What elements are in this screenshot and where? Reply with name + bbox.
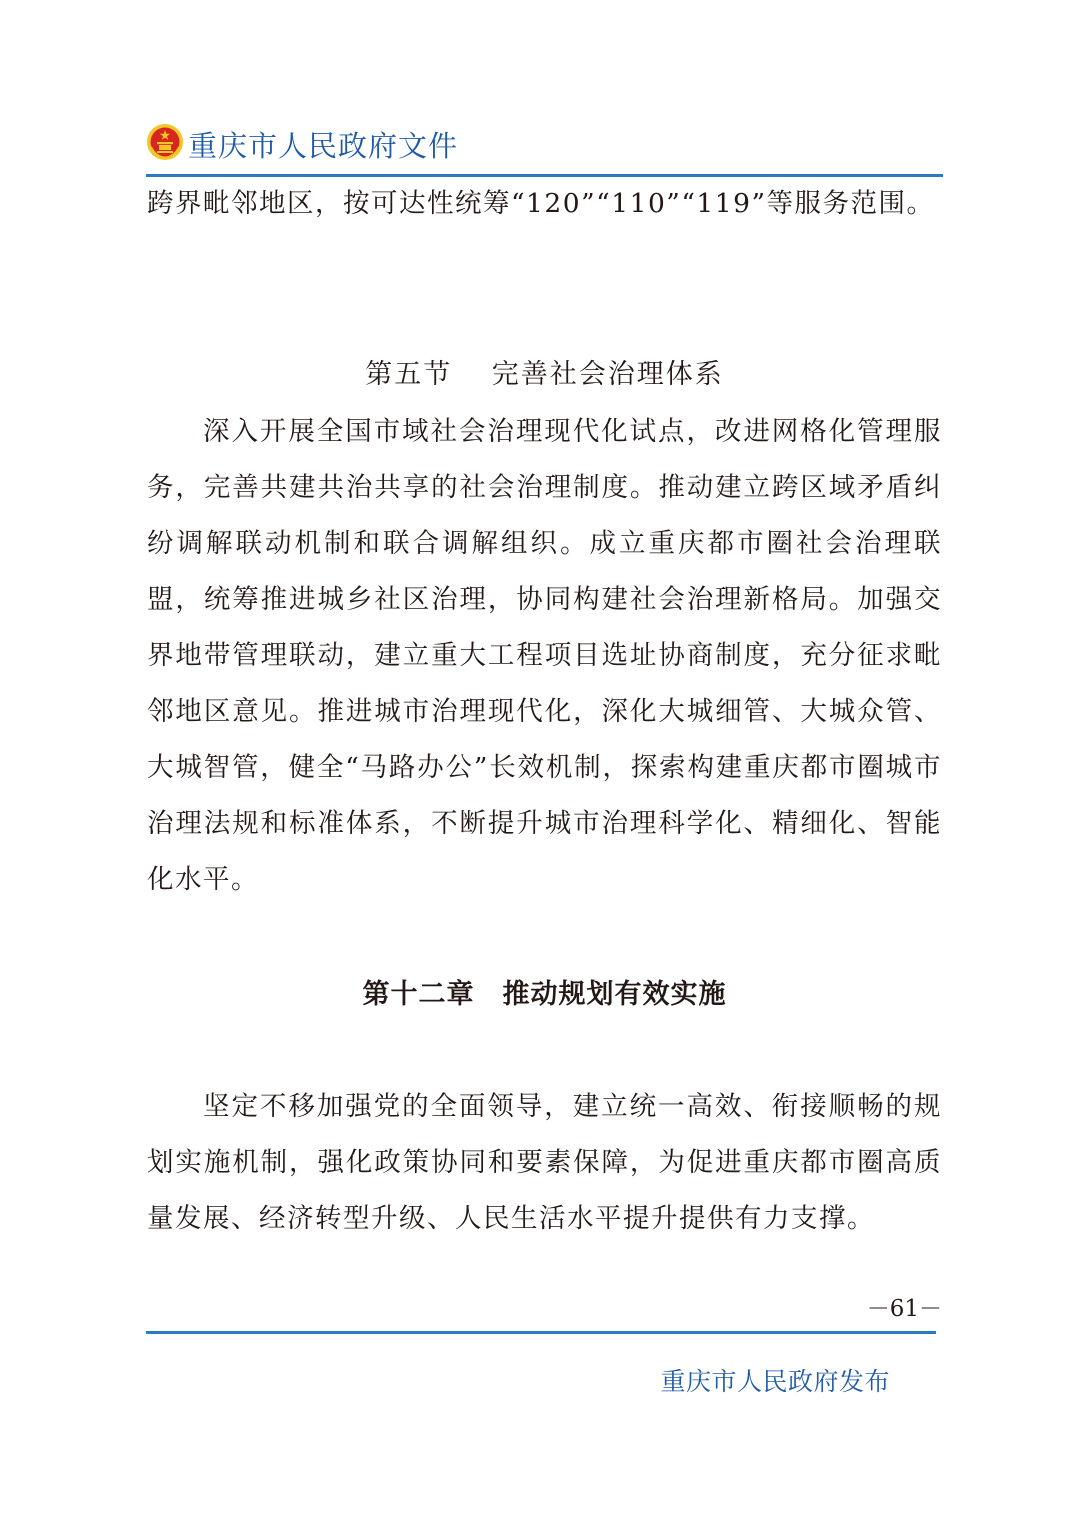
chapter-heading: 第十二章 推动规划有效实施 [362, 979, 727, 1010]
national-emblem-icon [146, 122, 184, 162]
document-header [146, 118, 943, 176]
continuation-paragraph: 跨界毗邻地区，按可达性统筹“120”“110”“119”等服务范围。 [147, 188, 935, 219]
section-heading: 第五节 完善社会治理体系 [365, 359, 724, 390]
footer-publisher: 重庆市人民政府发布 [660, 1367, 890, 1396]
section-paragraph: 深入开展全国市域社会治理现代化试点，改进网格化管理服务，完善共建共治共享的社会治理制度。推动建立跨区域矛盾纠纷调解联动机制和联合调解组织。成立重庆都市圈社会治理联盟，统筹推进城乡社区治理，协同构建社会治理新格局。加强交界地带管理联动，建立重大工程项目选址协商制度，充分征求毗邻地区意见。推进城市治理现代化，深化大城细管、大城众管、大城智管，健全“马路办公”长效机制，探索构建重庆都市圈城市治理法规和标准体系，不断提升城市治理科学化、精细化、智能化水平。 [147, 416, 942, 895]
page-number: －61－ [866, 1296, 942, 1322]
header-title: 重庆市人民政府文件 [188, 129, 459, 163]
chapter-paragraph: 坚定不移加强党的全面领导，建立统一高效、衔接顺畅的规划实施机制，强化政策协同和要素保障，为促进重庆都市圈高质量发展、经济转型升级、人民生活水平提升提供有力支撑。 [147, 1091, 942, 1234]
footer-divider [146, 1331, 936, 1334]
